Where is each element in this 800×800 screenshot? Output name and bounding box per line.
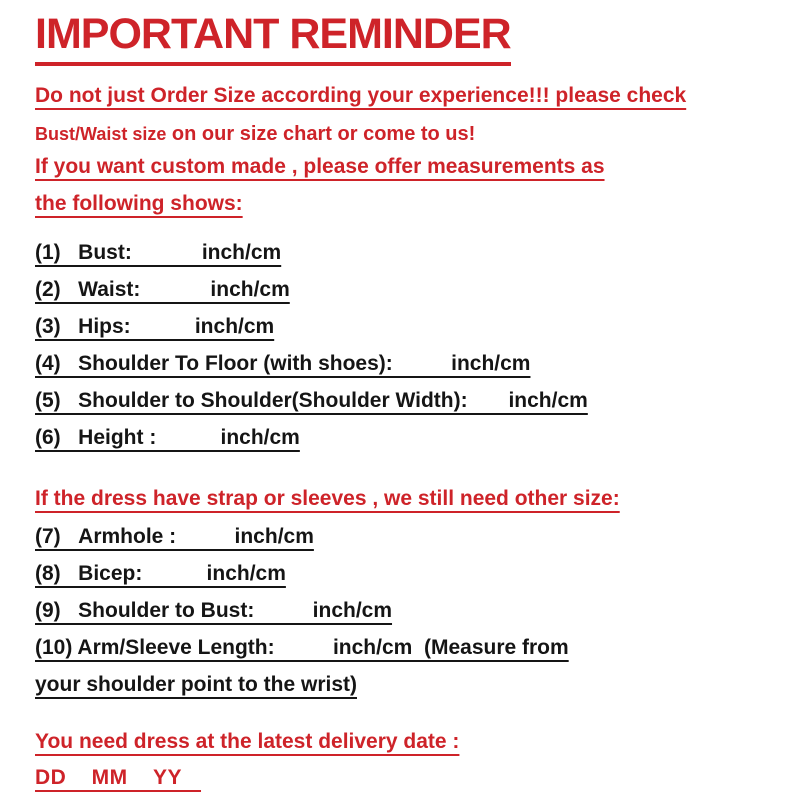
custom-made-line-1: If you want custom made , please offer measurements as: [35, 155, 605, 179]
strap-sleeves-heading: If the dress have strap or sleeves , we still need other size:: [35, 487, 620, 511]
measurement-height: (6) Height : inch/cm: [35, 426, 300, 450]
chart-note-line: [35, 122, 780, 146]
measurement-bust: (1) Bust: inch/cm: [35, 241, 282, 265]
measurement-bicep: (8) Bicep: inch/cm: [35, 562, 286, 586]
basic-measurements-list: [35, 241, 780, 450]
delivery-date-fields: DD MM YY: [35, 766, 202, 790]
warning-line: Do not just Order Size according your experience!!! please check: [35, 84, 687, 108]
measurement-arm-sleeve-length-continued: your shoulder point to the wrist): [35, 673, 357, 697]
measurement-armhole: (7) Armhole : inch/cm: [35, 525, 314, 549]
measurement-waist: (2) Waist: inch/cm: [35, 278, 290, 302]
custom-made-line-2: the following shows:: [35, 192, 243, 216]
measurement-shoulder-to-shoulder: (5) Shoulder to Shoulder(Shoulder Width): inch/cm: [35, 389, 588, 413]
delivery-date-heading: You need dress at the latest delivery date :: [35, 730, 460, 754]
extra-measurements-list: [35, 525, 780, 697]
chart-note-emphasis: Bust/Waist size: [35, 124, 167, 145]
page-title: IMPORTANT REMINDER: [35, 12, 511, 66]
measurement-shoulder-to-floor: (4) Shoulder To Floor (with shoes): inch/cm: [35, 352, 531, 376]
measurement-shoulder-to-bust: (9) Shoulder to Bust: inch/cm: [35, 599, 393, 623]
measurement-hips: (3) Hips: inch/cm: [35, 315, 275, 339]
measurement-arm-sleeve-length: (10) Arm/Sleeve Length: inch/cm (Measure from: [35, 636, 569, 660]
chart-note-rest: on our size chart or come to us!: [166, 123, 476, 146]
